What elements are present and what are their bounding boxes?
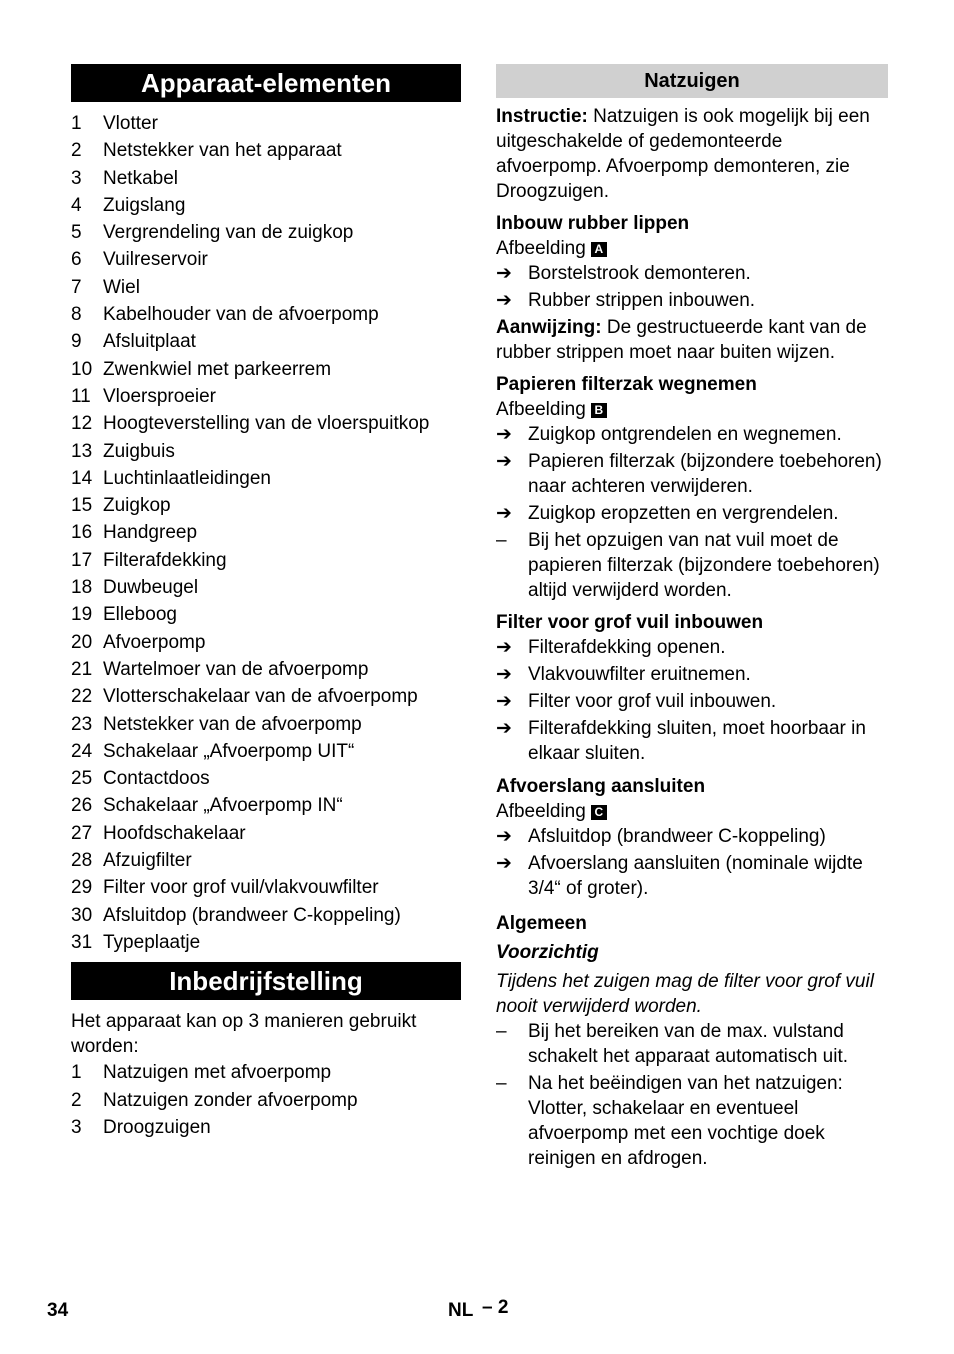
step-item <box>496 662 888 687</box>
dash-item <box>496 1019 888 1069</box>
step-item <box>496 449 888 499</box>
arrow-icon: ➔ <box>496 664 512 685</box>
dash-text: Bij het opzuigen van nat vuil moet de papieren filterzak (bijzondere toebehoren) altijd verwijderd worden. <box>528 530 880 601</box>
figure-word: Afbeelding <box>496 801 586 822</box>
list-item <box>71 574 461 601</box>
instruction-paragraph <box>496 104 888 204</box>
step-text: Bij het bereiken van de max. vulstand schakelt het apparaat automatisch uit. <box>528 1021 849 1067</box>
list-item <box>71 137 461 164</box>
note-text: De gestructueerde kant van de rubber strippen moet naar buiten wijzen. <box>496 317 867 363</box>
dash-item <box>496 1071 888 1171</box>
figure-word: Afbeelding <box>496 399 586 420</box>
item-text: Handgreep <box>103 522 198 544</box>
figure-ref-c <box>496 799 888 824</box>
list-item <box>71 929 461 956</box>
heading-papieren-filterzak: Papieren filterzak wegnemen <box>496 374 757 395</box>
item-text: Wiel <box>103 276 140 298</box>
item-number: 18 <box>71 577 93 599</box>
arrow-icon: ➔ <box>496 691 512 712</box>
item-number: 20 <box>71 631 93 653</box>
item-number: 28 <box>71 850 93 872</box>
item-text: Vuilreservoir <box>103 249 208 271</box>
item-number: 12 <box>71 413 93 435</box>
modes-list <box>71 1059 461 1141</box>
item-text: Vlotterschakelaar van de afvoerpomp <box>103 686 418 708</box>
item-text: Contactdoos <box>103 768 210 790</box>
item-text: Netstekker van het apparaat <box>103 140 342 162</box>
list-item <box>71 301 461 328</box>
item-text: Luchtinlaatleidingen <box>103 467 271 489</box>
figure-ref-b <box>496 397 888 422</box>
item-text: Afsluitdop (brandweer C-koppeling) <box>103 904 401 926</box>
instruction-text: Natzuigen is ook mogelijk bij een uitgeschakelde of gedemonteerde afvoerpomp. Afvoerpomp demonteren, zie Droogzuigen. <box>496 106 870 202</box>
list-item <box>71 410 461 437</box>
figure-b-icon: B <box>591 403 607 418</box>
list-item <box>71 219 461 246</box>
heading-inbouw-rubber-lippen: Inbouw rubber lippen <box>496 213 690 234</box>
list-item <box>71 274 461 301</box>
item-number: 8 <box>71 304 82 326</box>
item-text: Zwenkwiel met parkeerrem <box>103 358 332 380</box>
step-text: Rubber strippen inbouwen. <box>528 290 756 311</box>
step-item <box>496 824 888 849</box>
list-item <box>71 328 461 355</box>
item-text: Wartelmoer van de afvoerpomp <box>103 658 369 680</box>
step-item <box>496 261 888 286</box>
caution-text: Tijdens het zuigen mag de filter voor grof vuil nooit verwijderd worden. <box>496 971 874 1017</box>
list-item <box>71 601 461 628</box>
page-number: 34 <box>47 1300 69 1321</box>
list-item <box>71 246 461 273</box>
list-item <box>71 738 461 765</box>
right-column <box>496 64 888 1171</box>
item-text: Typeplaatje <box>103 931 201 953</box>
figure-word: Afbeelding <box>496 238 586 259</box>
step-item <box>496 288 888 313</box>
item-text: Vergrendeling van de zuigkop <box>103 222 354 244</box>
item-text: Netkabel <box>103 167 178 189</box>
note-paragraph <box>496 315 888 365</box>
item-text: Afvoerpomp <box>103 631 206 653</box>
item-text: Droogzuigen <box>103 1116 211 1138</box>
list-item <box>71 1059 461 1086</box>
item-text: Hoogteverstelling van de vloerspuitkop <box>103 413 430 435</box>
language-code: NL <box>448 1300 474 1321</box>
arrow-icon: ➔ <box>496 503 512 524</box>
arrow-icon: ➔ <box>496 718 512 739</box>
left-column <box>71 64 461 1141</box>
steps-filter-grof-vuil <box>496 635 888 766</box>
step-text: Afvoerslang aansluiten (nominale wijdte 3/4“ of groter). <box>528 853 863 899</box>
list-item <box>71 629 461 656</box>
item-number: 21 <box>71 658 93 680</box>
item-text: Elleboog <box>103 604 177 626</box>
item-text: Zuigkop <box>103 495 171 517</box>
section-title-natzuigen: Natzuigen <box>496 64 888 98</box>
item-text: Schakelaar „Afvoerpomp UIT“ <box>103 740 355 762</box>
list-item <box>71 1114 461 1141</box>
step-text: Filter voor grof vuil inbouwen. <box>528 691 777 712</box>
step-item <box>496 689 888 714</box>
item-number: 22 <box>71 686 93 708</box>
step-text: Papieren filterzak (bijzondere toebehoren) naar achteren verwijderen. <box>528 451 882 497</box>
step-text: Vlakvouwfilter eruitnemen. <box>528 664 751 685</box>
dash-list-algemeen <box>496 1019 888 1171</box>
heading-afvoerslang: Afvoerslang aansluiten <box>496 776 706 797</box>
list-item <box>71 656 461 683</box>
steps-rubber-lippen <box>496 261 888 313</box>
list-item <box>71 874 461 901</box>
dash-marker: – <box>496 1073 507 1094</box>
step-item <box>496 851 888 901</box>
item-number: 13 <box>71 440 93 462</box>
item-number: 23 <box>71 713 93 735</box>
item-text: Schakelaar „Afvoerpomp IN“ <box>103 795 343 817</box>
item-number: 27 <box>71 822 93 844</box>
arrow-icon: ➔ <box>496 424 512 445</box>
section-title-apparaat-elementen: Apparaat-elementen <box>71 64 461 102</box>
list-item <box>71 1087 461 1114</box>
steps-papieren-filterzak <box>496 422 888 526</box>
list-item <box>71 519 461 546</box>
item-text: Kabelhouder van de afvoerpomp <box>103 304 379 326</box>
item-number: 4 <box>71 194 82 216</box>
item-text: Filter voor grof vuil/vlakvouwfilter <box>103 877 379 899</box>
item-number: 1 <box>71 113 82 134</box>
caution-label: Voorzichtig <box>496 942 599 963</box>
step-item <box>496 635 888 660</box>
item-number: 26 <box>71 795 93 817</box>
item-number: 15 <box>71 495 93 517</box>
list-item <box>71 847 461 874</box>
dash-marker: – <box>496 1021 507 1042</box>
list-item <box>71 683 461 710</box>
arrow-icon: ➔ <box>496 263 512 284</box>
item-text: Filterafdekking <box>103 549 227 571</box>
item-number: 6 <box>71 249 82 271</box>
list-item <box>71 383 461 410</box>
item-number: 5 <box>71 222 82 244</box>
intro-paragraph: Het apparaat kan op 3 manieren gebruikt worden: <box>71 1011 417 1058</box>
heading-filter-grof-vuil: Filter voor grof vuil inbouwen <box>496 612 764 633</box>
step-text: Na het beëindigen van het natzuigen: Vlotter, schakelaar en eventueel afvoerpomp met een vochtige doek reinigen en afdrogen. <box>528 1073 843 1169</box>
item-number: 14 <box>71 467 93 489</box>
item-text: Netstekker van de afvoerpomp <box>103 713 362 735</box>
item-number: 29 <box>71 877 93 899</box>
item-number: 19 <box>71 604 93 626</box>
list-item <box>71 902 461 929</box>
item-text: Afsluitplaat <box>103 331 196 353</box>
list-item <box>71 792 461 819</box>
step-item <box>496 422 888 447</box>
item-number: 3 <box>71 167 82 189</box>
item-number: 30 <box>71 904 93 926</box>
list-item <box>71 356 461 383</box>
arrow-icon: ➔ <box>496 826 512 847</box>
list-item <box>71 465 461 492</box>
arrow-icon: ➔ <box>496 451 512 472</box>
step-text: Zuigkop eropzetten en vergrendelen. <box>528 503 839 524</box>
list-item <box>71 820 461 847</box>
arrow-icon: ➔ <box>496 290 512 311</box>
figure-c-icon: C <box>591 805 607 820</box>
item-text: Hoofdschakelaar <box>103 822 246 844</box>
item-text: Vloersproeier <box>103 385 216 407</box>
item-number: 3 <box>71 1116 82 1138</box>
item-number: 10 <box>71 358 93 380</box>
step-item <box>496 716 888 766</box>
elements-list <box>71 110 461 956</box>
note-label: Aanwijzing: <box>496 317 602 338</box>
figure-a-icon: A <box>591 242 607 257</box>
list-item <box>71 547 461 574</box>
dash-marker: – <box>496 530 507 551</box>
step-text: Filterafdekking sluiten, moet hoorbaar in elkaar sluiten. <box>528 718 866 764</box>
step-text: Afsluitdop (brandweer C-koppeling) <box>528 826 826 847</box>
item-number: 9 <box>71 331 82 353</box>
figure-ref-a <box>496 236 888 261</box>
section-title-inbedrijfstelling: Inbedrijfstelling <box>71 962 461 1000</box>
item-number: 1 <box>71 1062 82 1084</box>
item-text: Vlotter <box>103 113 158 134</box>
item-text: Natzuigen zonder afvoerpomp <box>103 1089 358 1111</box>
item-text: Afzuigfilter <box>103 850 192 872</box>
item-number: 2 <box>71 140 82 162</box>
list-item <box>71 711 461 738</box>
item-text: Zuigbuis <box>103 440 175 462</box>
list-item <box>71 165 461 192</box>
item-number: 25 <box>71 768 93 790</box>
list-item <box>71 765 461 792</box>
item-text: Natzuigen met afvoerpomp <box>103 1062 332 1084</box>
step-text: Filterafdekking openen. <box>528 637 726 658</box>
list-item <box>71 192 461 219</box>
list-item <box>71 438 461 465</box>
item-number: 16 <box>71 522 93 544</box>
item-number: 24 <box>71 740 93 762</box>
arrow-icon: ➔ <box>496 853 512 874</box>
item-text: Duwbeugel <box>103 577 199 599</box>
item-number: 31 <box>71 931 93 953</box>
instruction-label: Instructie: <box>496 106 588 127</box>
step-text: Zuigkop ontgrendelen en wegnemen. <box>528 424 842 445</box>
item-text: Zuigslang <box>103 194 186 216</box>
dash-item <box>496 528 888 603</box>
item-number: 17 <box>71 549 93 571</box>
arrow-icon: ➔ <box>496 637 512 658</box>
step-text: Borstelstrook demonteren. <box>528 263 751 284</box>
page-sub-number: – 2 <box>482 1297 509 1318</box>
list-item <box>71 110 461 137</box>
item-number: 11 <box>71 385 91 407</box>
item-number: 2 <box>71 1089 82 1111</box>
item-number: 7 <box>71 276 82 298</box>
list-item <box>71 492 461 519</box>
step-item <box>496 501 888 526</box>
heading-algemeen: Algemeen <box>496 913 587 934</box>
steps-afvoerslang <box>496 824 888 901</box>
